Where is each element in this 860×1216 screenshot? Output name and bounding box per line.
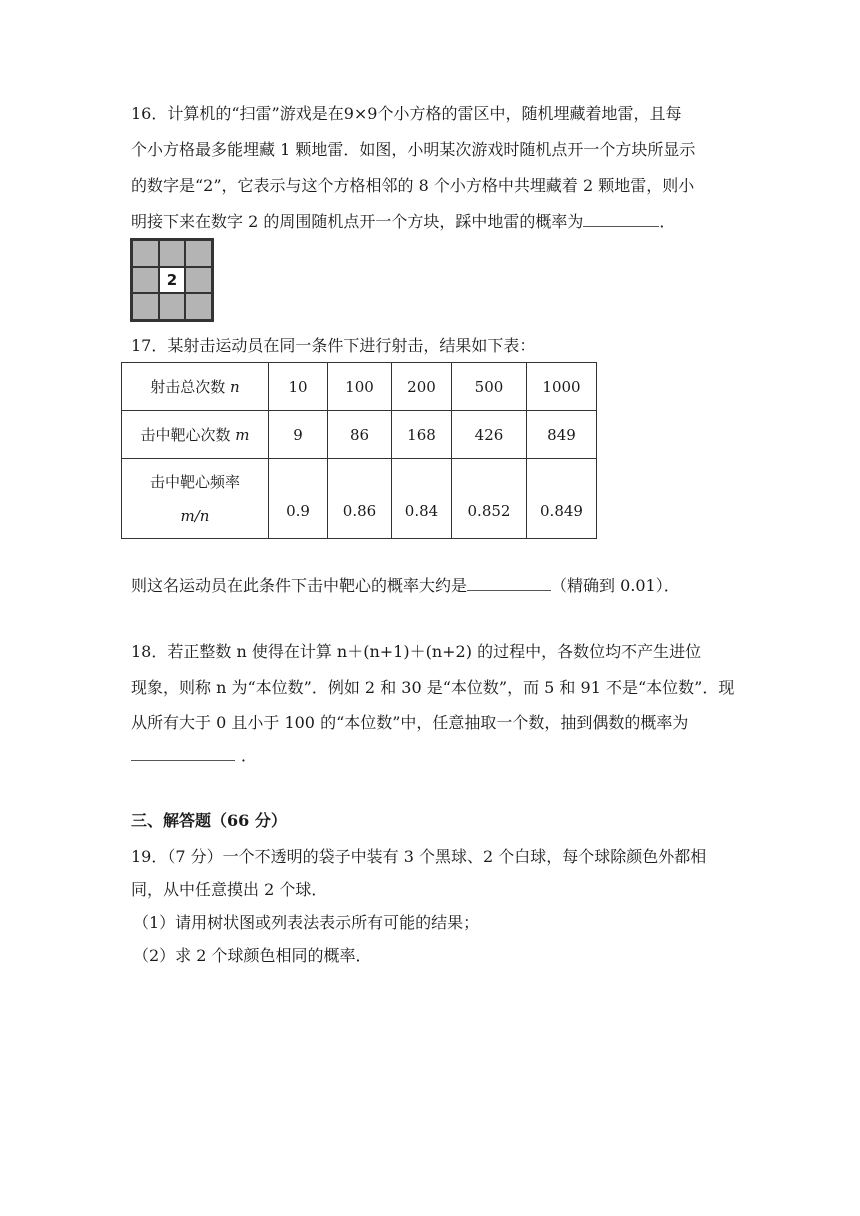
table-cell: 0.84 (392, 459, 452, 539)
minesweeper-grid (130, 238, 214, 322)
grid-cell-number: 2 (159, 267, 186, 294)
q16-line4-text: 明接下来在数字 2 的周围随机点开一个方块，踩中地雷的概率为 (131, 212, 584, 231)
table-cell: 10 (269, 363, 328, 411)
table-cell: 0.9 (269, 459, 328, 539)
table-cell: 100 (328, 363, 392, 411)
table-cell: 168 (392, 411, 452, 459)
table-cell: 200 (392, 363, 452, 411)
row-label (122, 363, 269, 411)
row-label (122, 411, 269, 459)
q16-answer-blank (583, 212, 659, 227)
grid-cell (132, 267, 159, 294)
q16-line4 (131, 212, 675, 232)
q16-line4-end: ． (659, 212, 676, 231)
q16-line3: 的数字是“2”，它表示与这个方格相邻的 8 个小方格中共埋藏着 2 颗地雷，则小 (131, 176, 695, 195)
q19-line1: 19．（7 分）一个不透明的袋子中装有 3 个黑球、2 个白球，每个球除颜色外都相 (131, 847, 707, 866)
table-row (122, 363, 597, 411)
table-cell: 500 (452, 363, 527, 411)
row-label-var: n (230, 378, 240, 396)
q19-line2: 同，从中任意摸出 2 个球． (131, 880, 328, 899)
grid-cell (159, 240, 186, 267)
table-cell: 849 (527, 411, 597, 459)
section-heading: 三、解答题（66 分） (131, 811, 287, 830)
q17-question-text: 则这名运动员在此条件下击中靶心的概率大约是 (131, 576, 468, 595)
q18-line2: 现象，则称 n 为“本位数”．例如 2 和 30 是“本位数”，而 5 和 91 不是“本位数”．现 (131, 678, 735, 697)
q18-line4 (131, 746, 257, 766)
q17-question (131, 576, 680, 596)
q19-part1: （1）请用树状图或列表法表示所有可能的结果； (133, 913, 480, 932)
table-cell: 0.86 (328, 459, 392, 539)
row-label-text: 击中靶心频率 (149, 472, 240, 491)
table-cell: 86 (328, 411, 392, 459)
grid-cell (159, 293, 186, 320)
shooting-results-table (121, 362, 597, 539)
q17-intro: 17．某射击运动员在同一条件下进行射击，结果如下表： (131, 336, 536, 355)
row-label-text: 击中靶心次数 (140, 426, 236, 444)
row-label (122, 459, 269, 539)
table-cell: 1000 (527, 363, 597, 411)
grid-cell (132, 240, 159, 267)
q18-line1: 18．若正整数 n 使得在计算 n＋(n+1)＋(n+2) 的过程中，各数位均不产生进位 (131, 642, 702, 661)
q18-answer-blank (131, 746, 235, 761)
q16-line2: 个小方格最多能埋藏 1 颗地雷．如图，小明某次游戏时随机点开一个方块所显示 (131, 140, 696, 159)
table-cell: 0.849 (527, 459, 597, 539)
row-label-var: m (235, 426, 250, 444)
q17-question-end: （精确到 0.01）． (551, 576, 680, 595)
table-row (122, 411, 597, 459)
grid-cell (185, 293, 212, 320)
table-cell: 426 (452, 411, 527, 459)
table-cell: 9 (269, 411, 328, 459)
q19-part2: （2）求 2 个球颜色相同的概率． (133, 946, 372, 965)
row-label-var: m/n (180, 506, 210, 525)
q18-line3: 从所有大于 0 且小于 100 的“本位数”中，任意抽取一个数，抽到偶数的概率为 (131, 713, 689, 732)
table-row (122, 459, 597, 539)
row-label-text: 射击总次数 (150, 378, 231, 396)
table-cell: 0.852 (452, 459, 527, 539)
q17-answer-blank (467, 576, 551, 591)
grid-cell (185, 267, 212, 294)
q18-line4-end: ． (241, 746, 258, 765)
grid-cell (185, 240, 212, 267)
q16-line1: 16．计算机的“扫雷”游戏是在9×9个小方格的雷区中，随机埋藏着地雷，且每 (131, 104, 682, 123)
grid-cell (132, 293, 159, 320)
